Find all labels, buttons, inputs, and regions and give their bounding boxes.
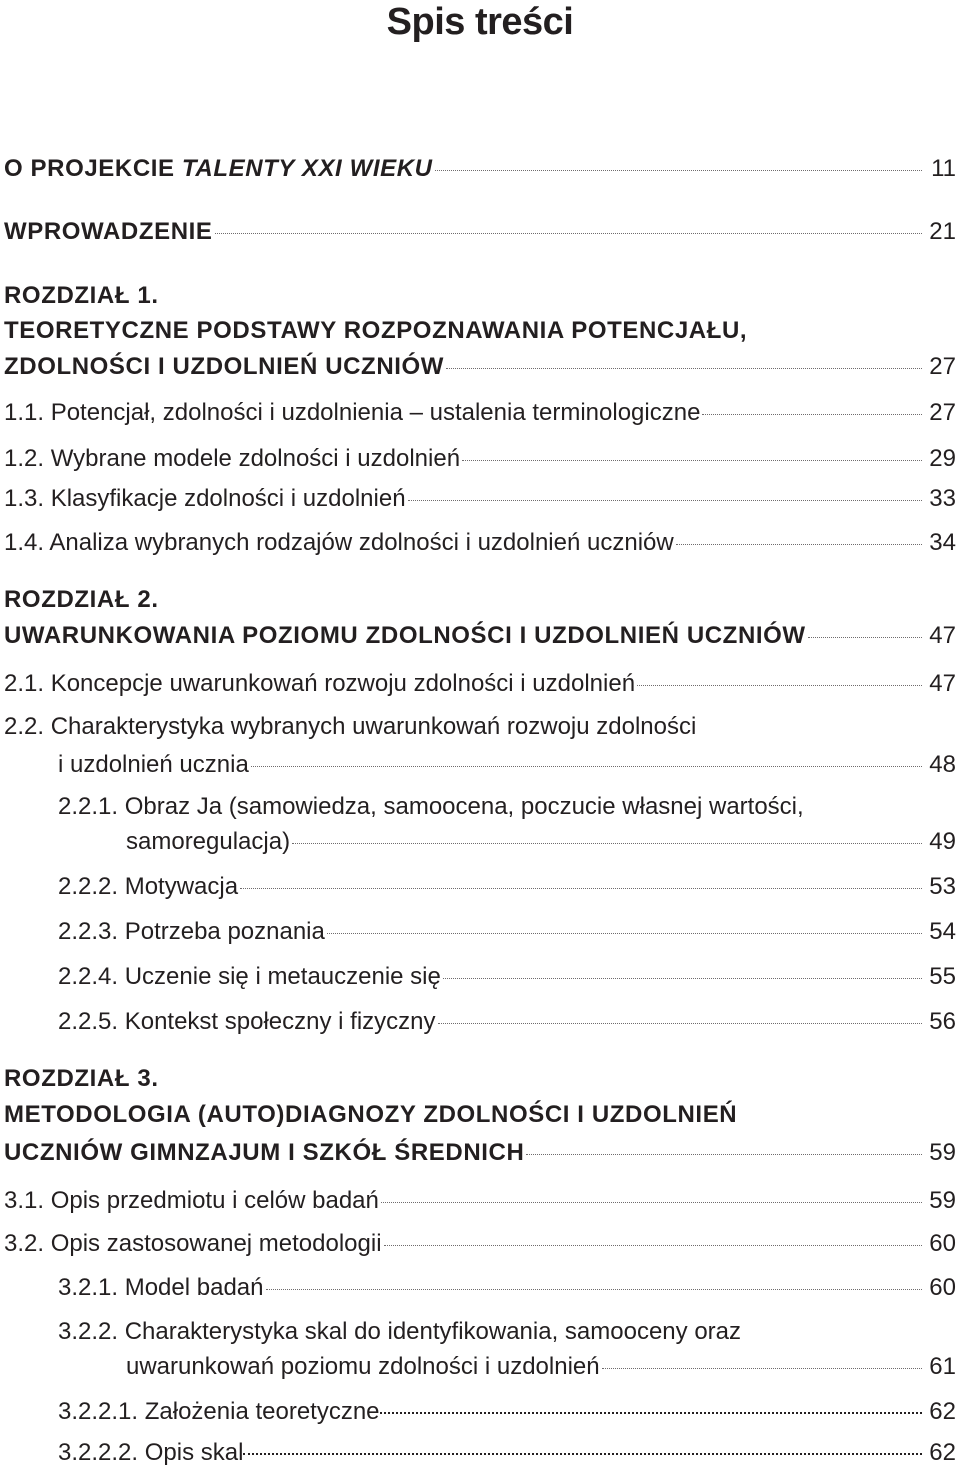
dot-leader	[240, 888, 922, 889]
chapter-heading: ROZDZIAŁ 3.	[4, 1065, 159, 1092]
chapter-heading: ROZDZIAŁ 1.	[4, 282, 159, 309]
toc-entry-label: 2.2.5. Kontekst społeczny i fizyczny	[58, 1008, 436, 1035]
dot-leader	[292, 843, 922, 844]
toc-entry-3-2-2[interactable]	[126, 1352, 956, 1382]
toc-entry-label: UCZNIÓW GIMNZAJUM I SZKÓŁ ŚREDNICH	[4, 1139, 525, 1166]
toc-entry-1-1[interactable]	[4, 398, 956, 428]
dot-leader	[380, 1412, 922, 1414]
toc-entry-label: ZDOLNOŚCI I UZDOLNIEŃ UCZNIÓW	[4, 353, 445, 380]
toc-entry-2-2-line-1: 2.2. Charakterystyka wybranych uwarunkowań rozwoju zdolności	[4, 713, 697, 740]
toc-entry-2-1[interactable]	[4, 669, 956, 699]
page-title: Spis treści	[386, 1, 574, 43]
toc-entry-chapter-3[interactable]	[4, 1138, 956, 1168]
dot-leader	[251, 766, 922, 767]
toc-page-number: 21	[929, 218, 956, 245]
dot-leader	[702, 414, 922, 415]
toc-entry-about-project[interactable]	[4, 154, 956, 184]
toc-entry-label: uwarunkowań poziomu zdolności i uzdolnień	[126, 1353, 600, 1380]
dot-leader	[438, 1023, 922, 1024]
toc-page-number: 33	[929, 485, 956, 512]
toc-entry-2-2-4[interactable]	[58, 962, 956, 992]
dot-leader	[435, 170, 922, 171]
toc-page-number: 11	[931, 155, 956, 182]
dot-leader	[215, 233, 922, 234]
toc-entry-2-2-5[interactable]	[58, 1007, 956, 1037]
toc-entry-label: 1.2. Wybrane modele zdolności i uzdolnień	[4, 445, 461, 472]
toc-page-number: 61	[929, 1353, 956, 1380]
dot-leader	[526, 1154, 922, 1155]
toc-entry-label: 2.1. Koncepcje uwarunkowań rozwoju zdolności i uzdolnień	[4, 670, 636, 697]
toc-entry-label: i uzdolnień ucznia	[58, 751, 249, 778]
toc-entry-2-2-2[interactable]	[58, 872, 956, 902]
chapter-heading: ROZDZIAŁ 2.	[4, 586, 159, 613]
toc-entry-label: 2.2.4. Uczenie się i metauczenie się	[58, 963, 441, 990]
toc-page-number: 59	[929, 1139, 956, 1166]
toc-entry-label: 3.2. Opis zastosowanej metodologii	[4, 1230, 382, 1257]
toc-entry-label-italic: TALENTY XXI WIEKU	[181, 155, 433, 182]
toc-page-number: 27	[929, 353, 956, 380]
toc-entry-3-2-1[interactable]	[58, 1273, 956, 1303]
toc-entry-2-2[interactable]	[58, 750, 956, 780]
toc-page-number: 60	[929, 1274, 956, 1301]
toc-entry-3-2-2-2[interactable]	[58, 1438, 956, 1468]
toc-page-number: 47	[929, 670, 956, 697]
chapter-title-line: TEORETYCZNE PODSTAWY ROZPOZNAWANIA POTENCJAŁU,	[4, 317, 748, 344]
toc-page-number: 55	[929, 963, 956, 990]
toc-entry-label: 3.2.2.2. Opis skal	[58, 1439, 244, 1466]
toc-entry-label: samoregulacja)	[126, 828, 291, 855]
toc-entry-2-2-3[interactable]	[58, 917, 956, 947]
toc-page-number: 59	[929, 1187, 956, 1214]
toc-page-number: 56	[929, 1008, 956, 1035]
dot-leader	[462, 460, 922, 461]
toc-entry-3-1[interactable]	[4, 1186, 956, 1216]
chapter-title-line: METODOLOGIA (AUTO)DIAGNOZY ZDOLNOŚCI I UZDOLNIEŃ	[4, 1101, 738, 1128]
toc-page-number: 49	[929, 828, 956, 855]
toc-entry-label: 3.1. Opis przedmiotu i celów badań	[4, 1187, 379, 1214]
toc-entry-label: WPROWADZENIE	[4, 218, 213, 245]
dot-leader	[446, 368, 922, 369]
toc-page-number: 53	[929, 873, 956, 900]
dot-leader	[327, 933, 922, 934]
toc-page-number: 62	[929, 1398, 956, 1425]
toc-entry-label: 2.2.2. Motywacja	[58, 873, 239, 900]
toc-entry-3-2-2-line-1: 3.2.2. Charakterystyka skal do identyfikowania, samooceny oraz	[58, 1318, 742, 1345]
toc-entry-1-2[interactable]	[4, 444, 956, 474]
toc-entry-1-4[interactable]	[4, 528, 956, 558]
toc-entry-label: UWARUNKOWANIA POZIOMU ZDOLNOŚCI I UZDOLNIEŃ UCZNIÓW	[4, 622, 806, 649]
dot-leader	[602, 1368, 922, 1369]
toc-entry-label: 1.1. Potencjał, zdolności i uzdolnienia – ustalenia terminologiczne	[4, 399, 701, 426]
toc-entry-2-2-1-line-1: 2.2.1. Obraz Ja (samowiedza, samoocena, poczucie własnej wartości,	[58, 793, 804, 820]
dot-leader	[408, 500, 922, 501]
toc-entry-label: O PROJEKCIE	[4, 155, 182, 182]
toc-entry-introduction[interactable]	[4, 217, 956, 247]
dot-leader	[443, 978, 922, 979]
toc-entry-chapter-1[interactable]	[4, 352, 956, 382]
toc-page-number: 62	[929, 1439, 956, 1466]
toc-entry-1-3[interactable]	[4, 484, 956, 514]
toc-entry-label: 3.2.1. Model badań	[58, 1274, 264, 1301]
toc-page-number: 29	[929, 445, 956, 472]
dot-leader	[676, 544, 922, 545]
toc-page-number: 54	[929, 918, 956, 945]
toc-entry-label: 1.3. Klasyfikacje zdolności i uzdolnień	[4, 485, 406, 512]
dot-leader	[384, 1245, 922, 1246]
toc-entry-chapter-2[interactable]	[4, 621, 956, 651]
toc-page-number: 47	[929, 622, 956, 649]
toc-entry-label: 3.2.2.1. Założenia teoretyczne	[58, 1398, 380, 1425]
dot-leader	[637, 685, 922, 686]
toc-page-number: 48	[929, 751, 956, 778]
toc-entry-2-2-1[interactable]	[126, 827, 956, 857]
toc-entry-3-2[interactable]	[4, 1229, 956, 1259]
toc-page-number: 60	[929, 1230, 956, 1257]
dot-leader	[808, 637, 922, 638]
toc-entry-3-2-2-1[interactable]	[58, 1397, 956, 1427]
dot-leader	[243, 1453, 922, 1455]
dot-leader	[381, 1202, 922, 1203]
toc-entry-label: 2.2.3. Potrzeba poznania	[58, 918, 325, 945]
toc-page-number: 27	[929, 399, 956, 426]
toc-entry-label: 1.4. Analiza wybranych rodzajów zdolności i uzdolnień uczniów	[4, 529, 674, 556]
toc-page-number: 34	[929, 529, 956, 556]
dot-leader	[266, 1289, 923, 1290]
